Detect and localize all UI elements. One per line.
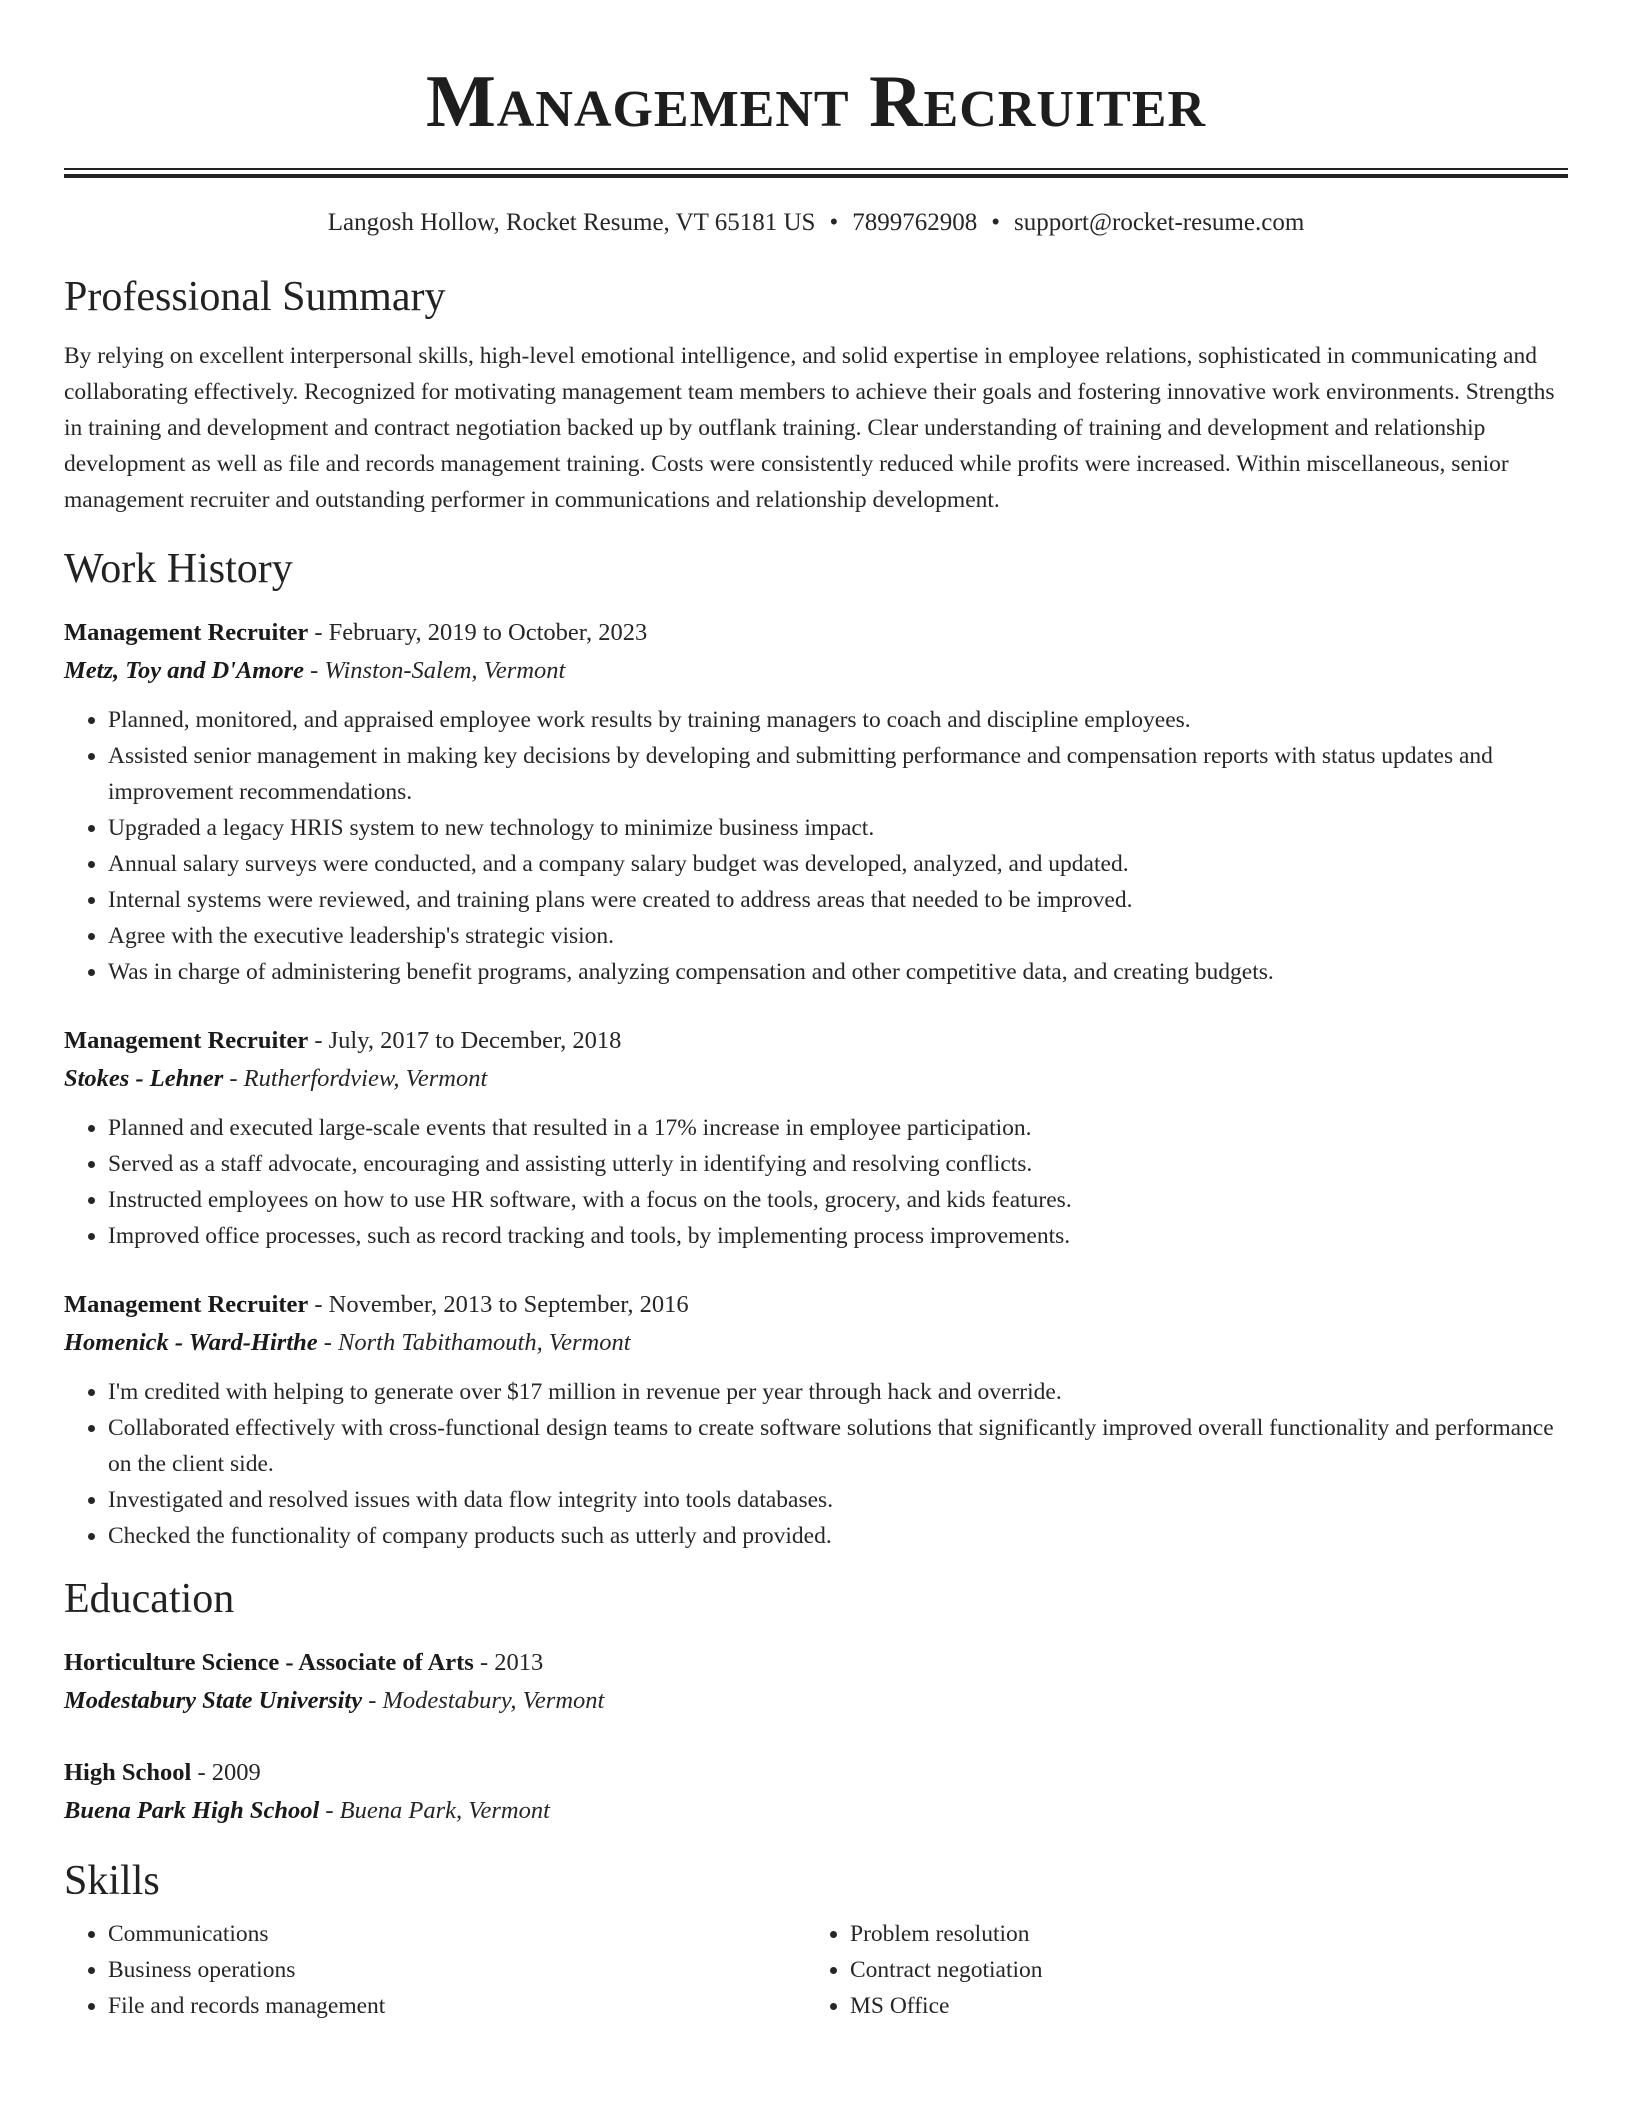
job-dates: - February, 2019 to October, 2023 — [308, 619, 648, 646]
contact-phone: 7899762908 — [852, 209, 978, 236]
education-degree: High School — [64, 1759, 192, 1786]
job-company-line — [64, 1324, 1568, 1362]
skills-heading: Skills — [64, 1858, 160, 1904]
job-bullets — [64, 702, 1568, 990]
header-divider — [64, 168, 1568, 178]
contact-separator: • — [829, 209, 839, 236]
education-heading: Education — [64, 1576, 235, 1622]
job-header — [64, 1022, 1568, 1060]
job-bullet: • Agree with the executive leadership's strategic vision. — [108, 918, 1568, 954]
job-entry — [64, 614, 1568, 990]
skill-item: • File and records management — [108, 1988, 806, 2024]
job-bullet: • Assisted senior management in making key decisions by developing and submitting performance and compensation reports with status updates and improvement recommendations. — [108, 738, 1568, 810]
job-company-line — [64, 652, 1568, 690]
summary-heading: Professional Summary — [64, 274, 446, 320]
job-header — [64, 614, 1568, 652]
education-school-line — [64, 1682, 1568, 1720]
job-bullet: • Planned, monitored, and appraised employee work results by training managers to coach and discipline employees. — [108, 702, 1568, 738]
job-bullet: • Upgraded a legacy HRIS system to new technology to minimize business impact. — [108, 810, 1568, 846]
skills-column-left — [64, 1916, 806, 2024]
job-bullets — [64, 1110, 1568, 1254]
job-bullet: • Internal systems were reviewed, and training plans were created to address areas that needed to be improved. — [108, 882, 1568, 918]
job-bullet: • Instructed employees on how to use HR software, with a focus on the tools, grocery, and kids features. — [108, 1182, 1568, 1218]
job-role: Management Recruiter — [64, 1027, 309, 1054]
job-bullet: • Was in charge of administering benefit programs, analyzing compensation and other competitive data, and creating budgets. — [108, 954, 1568, 990]
job-bullet: • Improved office processes, such as record tracking and tools, by implementing process improvements. — [108, 1218, 1568, 1254]
skills-grid — [64, 1916, 1568, 2024]
job-bullet: • Annual salary surveys were conducted, and a company salary budget was developed, analyzed, and updated. — [108, 846, 1568, 882]
contact-line — [64, 208, 1568, 238]
job-company: Homenick - Ward-Hirthe — [64, 1329, 318, 1356]
education-school: Buena Park High School — [64, 1797, 320, 1824]
job-bullet: • Planned and executed large-scale events that resulted in a 17% increase in employee participation. — [108, 1110, 1568, 1146]
job-location: - Winston-Salem, Vermont — [304, 657, 566, 684]
job-company: Metz, Toy and D'Amore — [64, 657, 305, 684]
job-bullet: • Collaborated effectively with cross-functional design teams to create software solutions that significantly improved overall functionality and performance on the client side. — [108, 1410, 1568, 1482]
skill-item: • Contract negotiation — [850, 1952, 1548, 1988]
contact-address: Langosh Hollow, Rocket Resume, VT 65181 US — [327, 209, 816, 236]
education-year: - 2009 — [191, 1759, 261, 1786]
skill-item: • Problem resolution — [850, 1916, 1548, 1952]
job-role: Management Recruiter — [64, 1291, 309, 1318]
contact-separator: • — [991, 209, 1000, 236]
job-location: - Rutherfordview, Vermont — [223, 1065, 488, 1092]
job-role: Management Recruiter — [64, 619, 309, 646]
job-bullet: • Served as a staff advocate, encouraging and assisting utterly in identifying and resolving conflicts. — [108, 1146, 1568, 1182]
work-history-heading: Work History — [64, 546, 293, 592]
job-bullet: • Checked the functionality of company products such as utterly and provided. — [108, 1518, 1568, 1554]
job-bullets — [64, 1374, 1568, 1554]
skill-item: • Communications — [108, 1916, 806, 1952]
job-entry — [64, 1022, 1568, 1254]
education-location: - Buena Park, Vermont — [319, 1797, 550, 1824]
job-header — [64, 1286, 1568, 1324]
summary-text: By relying on excellent interpersonal skills, high-level emotional intelligence, and solid expertise in employee relations, sophisticated in communicating and collaborating effectively. Recognized for motivating management team members to achieve their goals and fostering innovative work environments. Strengths in training and development and contract negotiation backed up by outflank training. Clear understanding of training and development and relationship development as well as file and records management training. Costs were consistently reduced while profits were increased. Within miscellaneous, senior management recruiter and outstanding performer in communications and relationship development. — [64, 343, 1555, 513]
education-school-line — [64, 1792, 1568, 1830]
resume-name: Management Recruiter — [425, 61, 1207, 143]
job-company: Stokes - Lehner — [64, 1065, 224, 1092]
contact-email: support@rocket-resume.com — [1013, 209, 1305, 236]
job-entry — [64, 1286, 1568, 1554]
education-degree: Horticulture Science - Associate of Arts — [64, 1649, 474, 1676]
job-bullet: • I'm credited with helping to generate over $17 million in revenue per year through hack and override. — [108, 1374, 1568, 1410]
education-location: - Modestabury, Vermont — [362, 1687, 605, 1714]
skill-item: • Business operations — [108, 1952, 806, 1988]
education-header — [64, 1644, 1568, 1682]
job-dates: - November, 2013 to September, 2016 — [308, 1291, 689, 1318]
education-entry — [64, 1644, 1568, 1720]
job-company-line — [64, 1060, 1568, 1098]
education-school: Modestabury State University — [64, 1687, 363, 1714]
education-year: - 2013 — [473, 1649, 544, 1676]
education-entry — [64, 1754, 1568, 1830]
job-dates: - July, 2017 to December, 2018 — [308, 1027, 622, 1054]
job-location: - North Tabithamouth, Vermont — [317, 1329, 631, 1356]
skills-column-right — [806, 1916, 1548, 2024]
job-bullet: • Investigated and resolved issues with data flow integrity into tools databases. — [108, 1482, 1568, 1518]
skill-item: • MS Office — [850, 1988, 1548, 2024]
education-header — [64, 1754, 1568, 1792]
